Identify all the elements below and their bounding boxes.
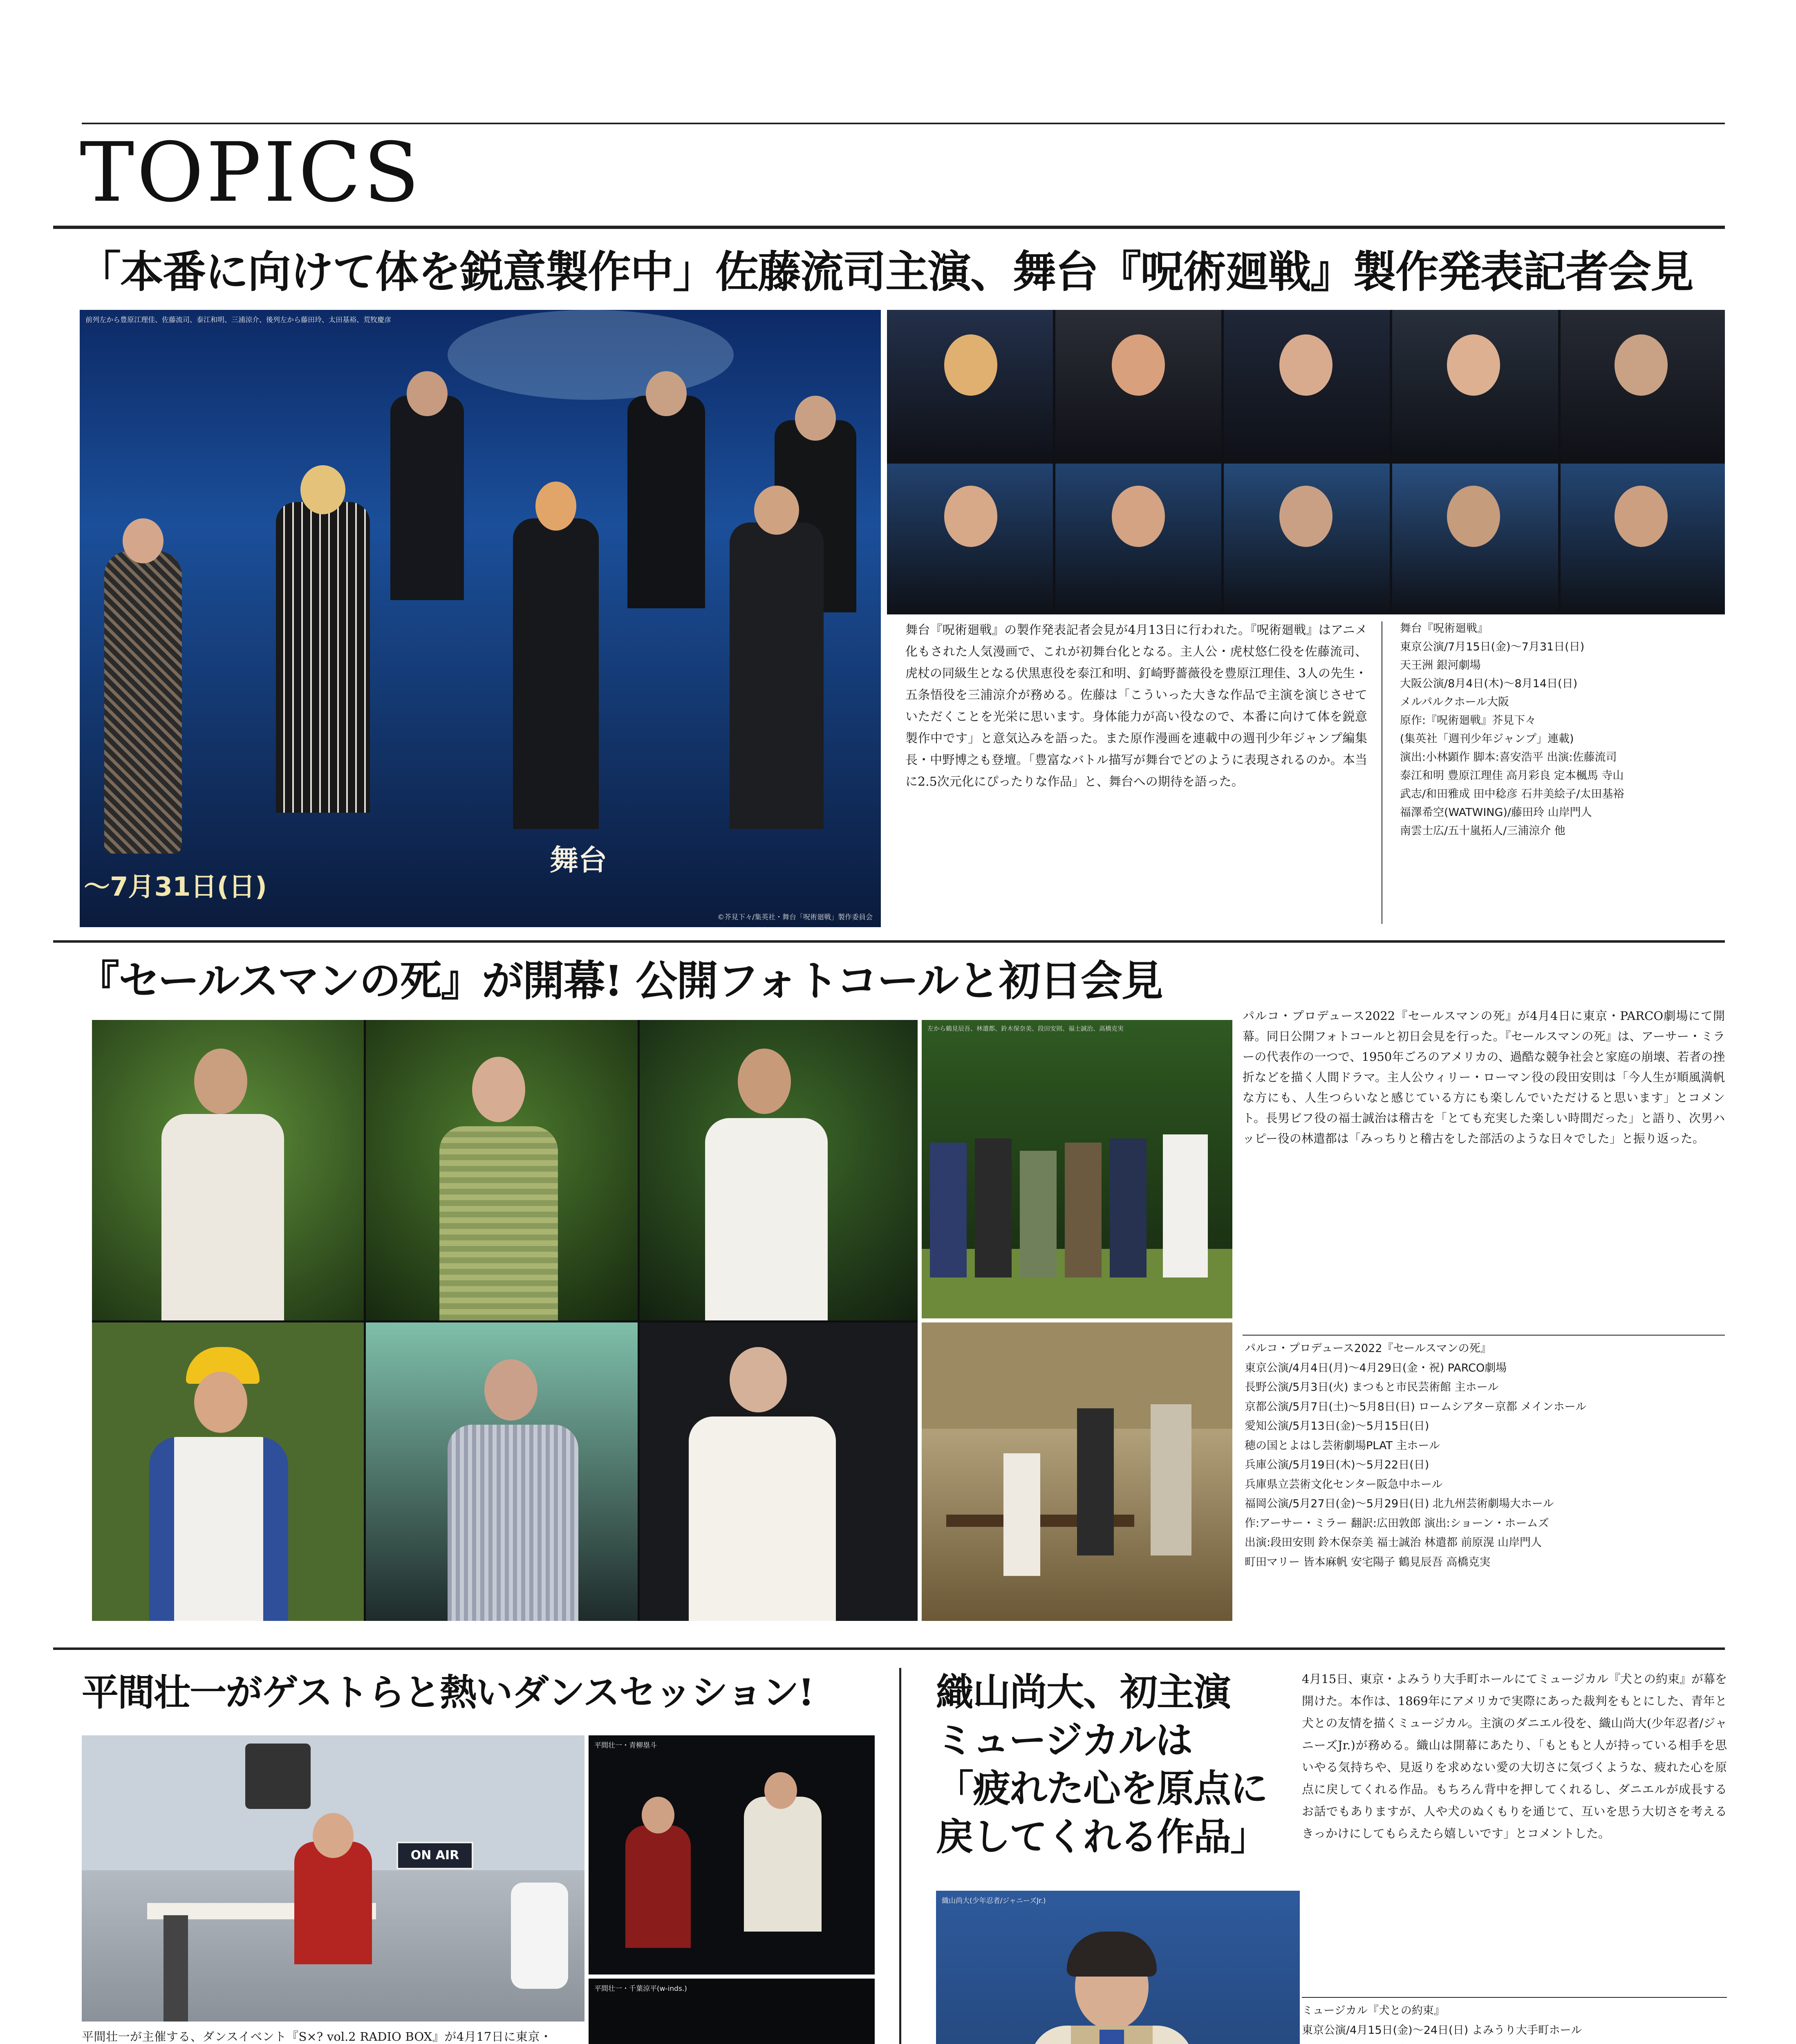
article3-cap-right-bottom: 平間壮一・千葉涼平(w-inds.) xyxy=(594,1985,687,1993)
article2-photo-caption: 左から鶴見辰吾、林遣都、鈴木保奈美、段田安則、福士誠治、高橋克実 xyxy=(927,1025,1124,1032)
info-line: 京都公演/5月7日(土)〜5月8日(日) ロームシアター京都 メインホール xyxy=(1245,1400,1587,1413)
info-line: 原作:『呪術廻戦』芥見下々 xyxy=(1400,714,1536,727)
backdrop-date: 〜7月31日(日) xyxy=(84,872,267,902)
headline-line: ミュージカルは xyxy=(936,1718,1192,1762)
info-line: 穂の国とよはし芸術劇場PLAT 主ホール xyxy=(1245,1439,1440,1452)
article2-curtain-call-photo xyxy=(922,1020,1232,1318)
info-line: 泰江和明 豊原江理佳 高月彩良 定本楓馬 寺山 xyxy=(1400,769,1624,782)
info-line: 武志/和田雅成 田中稔彦 石井美絵子/太田基裕 xyxy=(1400,788,1624,800)
info-line: 東京公演/4月4日(月)〜4月29日(金・祝) PARCO劇場 xyxy=(1245,1361,1507,1374)
info-line: 兵庫県立芸術文化センター阪急中ホール xyxy=(1245,1478,1443,1491)
info-line: 南雲士広/五十嵐拓人/三浦涼介 他 xyxy=(1400,825,1565,837)
article3-duet-photo-bottom xyxy=(589,1979,875,2044)
info-line: 町田マリー 皆本麻帆 安宅陽子 鶴見辰吾 高橋克実 xyxy=(1245,1555,1491,1569)
title-rule xyxy=(53,226,1725,229)
info-line: 兵庫公演/5月19日(木)〜5月22日(日) xyxy=(1245,1459,1429,1471)
article4-body: 4月15日、東京・よみうり大手町ホールにてミュージカル『犬との約束』が幕を開けた。本作は、1869年にアメリカで実際にあった裁判をもとにした、青年と犬との友情を描くミュージカル。主演のダニエル役を、織山尚大(少年忍者/ジャニーズJr.)が務める。織山は開幕にあたり、「もともと人が持っている相手を思いやる気持ちや、見返りを求めない愛の大切さに気づくような、疲れた心を原点に戻してくれる作品。もちろん背中を押してくれるし、ダニエルが成長するお話でもありますが、人や犬のぬくもりを通じて、互いを思う大切さを考えるきっかけにしてもらえたら嬉しいです」とコメントした。 xyxy=(1302,1672,1727,1840)
article4-info xyxy=(1302,2001,1727,2044)
article3-cap-right-top: 平間壮一・青柳塁斗 xyxy=(594,1741,657,1750)
info-line: ミュージカル『犬との約束』 xyxy=(1302,2004,1445,2017)
info-line: 舞台『呪術廻戦』 xyxy=(1400,622,1488,635)
article2-headline: 『セールスマンの死』が開幕! 公開フォトコールと初日会見 xyxy=(78,957,1162,1006)
article3-duet-photo-top xyxy=(589,1735,875,1975)
article3-headline: 平間壮一がゲストらと熱いダンスセッション! xyxy=(82,1671,814,1714)
headline-line: 戻してくれる作品」 xyxy=(936,1815,1268,1859)
info-line: 天王洲 銀河劇場 xyxy=(1400,659,1481,672)
backdrop-logo: 舞台 xyxy=(550,843,607,877)
column-divider xyxy=(899,1668,901,2044)
article3-body: 平間壮一が主催する、ダンスイベント『S×? vol.2 RADIO BOX』が4月17日に東京・ xyxy=(82,2030,552,2044)
article4-headline xyxy=(936,1668,1267,1861)
article1-body: 舞台『呪術廻戦』の製作発表記者会見が4月13日に行われた。『呪術廻戦』はアニメ化もされた人気漫画で、これが初舞台化となる。主人公・虎杖悠仁役を佐藤流司、虎杖の同級生となる伏黒恵役を泰江和明、釘崎野薔薇役を豊原江理佳、3人の先生・五条悟役を三浦涼介が務める。佐藤は「こういった大きな作品で主演を演じさせていただくことを光栄に思います。身体能力が高い役なので、本番に向けて体を鋭意製作中です」と意気込みを語った。また原作漫画を連載中の週刊少年ジャンプ編集長・中野博之も登壇。「豊富なバトル描写が舞台でどのように表現されるのか。本当に2.5次元化にぴったりな作品」と、舞台への期待を語った。 xyxy=(905,623,1367,789)
article2-kitchen-scene-photo xyxy=(922,1322,1232,1621)
article1-group-photo xyxy=(80,310,881,927)
headline-line: 織山尚大、初主演 xyxy=(936,1670,1231,1714)
article1-info xyxy=(1400,619,1727,840)
info-line: 大阪公演/8月4日(木)〜8月14日(日) xyxy=(1400,677,1578,690)
article4-cap-main: 織山尚大(少年忍者/ジャニーズJr.) xyxy=(942,1897,1046,1905)
section-rule-2 xyxy=(53,1647,1725,1650)
article2-stage-photos xyxy=(92,1020,918,1621)
info-line: 福澤希空(WATWING)/藤田玲 山岸門人 xyxy=(1400,806,1592,819)
info-line: パルコ・プロデュース2022『セールスマンの死』 xyxy=(1245,1342,1491,1355)
info-line: 作:アーサー・ミラー 翻訳:広田敦郎 演出:ショーン・ホームズ xyxy=(1245,1517,1549,1530)
article1-photo-credit: ©芥見下々/集英社・舞台「呪術廻戦」製作委員会 xyxy=(717,913,873,921)
article4-lead-photo xyxy=(936,1891,1300,2044)
backdrop-glow xyxy=(448,310,734,400)
info-line: 愛知公演/5月13日(金)〜5月15日(日) xyxy=(1245,1420,1429,1432)
on-air-sign-text: ON AIR xyxy=(410,1848,459,1862)
article4-info-rule xyxy=(1302,1997,1727,1998)
article1-headline: 「本番に向けて体を鋭意製作中」佐藤流司主演、舞台『呪術廻戦』製作発表記者会見 xyxy=(78,246,1693,297)
info-line: 東京公演/4月15日(金)〜24日(日) よみうり大手町ホール xyxy=(1302,2024,1582,2037)
page-title: TOPICS xyxy=(80,125,422,220)
info-line: (集英社「週刊少年ジャンプ」連載) xyxy=(1400,733,1574,745)
info-line: 福岡公演/5月27日(金)〜5月29日(日) 北九州芸術劇場大ホール xyxy=(1245,1497,1554,1510)
info-line: 長野公演/5月3日(火) まつもと市民芸術館 主ホール xyxy=(1245,1381,1499,1394)
article2-body: パルコ・プロデュース2022『セールスマンの死』が4月4日に東京・PARCO劇場にて開幕。同日公開フォトコールと初日会見を行った。『セールスマンの死』は、アーサー・ミラーの代表作の一つで、1950年ごろのアメリカの、過酷な競争社会と家庭の崩壊、若者の挫折などを描く人間ドラマ。主人公ウィリー・ローマン役の段田安則は「今人生が順風満帆な方にも、人生つらいなと感じている方にも楽しんでいただけると思います」とコメント。長男ビフ役の福士誠治は稽古を「とても充実した楽しい時間だった」と語り、次男ハッピー役の林遣都は「みっちりと稽古をした部活のような日々でした」と振り返った。 xyxy=(1243,1009,1725,1145)
info-line xyxy=(1302,2040,1727,2044)
article3-radio-set-photo xyxy=(82,1735,584,2022)
info-line: メルパルクホール大阪 xyxy=(1400,696,1509,708)
on-air-sign xyxy=(396,1842,473,1869)
article1-photo-caption: 前列左から豊原江理佳、佐藤流司、泰江和明、三浦涼介、後列左から藤田玲、太田基裕、荒牧慶彦 xyxy=(85,316,391,324)
article2-info xyxy=(1245,1339,1725,1572)
section-rule-1 xyxy=(53,940,1725,943)
headline-line: 「疲れた心を原点に xyxy=(936,1766,1268,1811)
top-rule xyxy=(82,123,1725,124)
article1-portrait-grid xyxy=(887,310,1725,614)
info-line: 東京公演/7月15日(金)〜7月31日(日) xyxy=(1400,641,1585,653)
info-line: 出演:段田安則 鈴木保奈美 福士誠治 林遣都 前原滉 山岸門人 xyxy=(1245,1536,1542,1549)
info-line: 演出:小林顕作 脚本:喜安浩平 出演:佐藤流司 xyxy=(1400,751,1617,764)
article2-info-rule xyxy=(1243,1335,1725,1336)
